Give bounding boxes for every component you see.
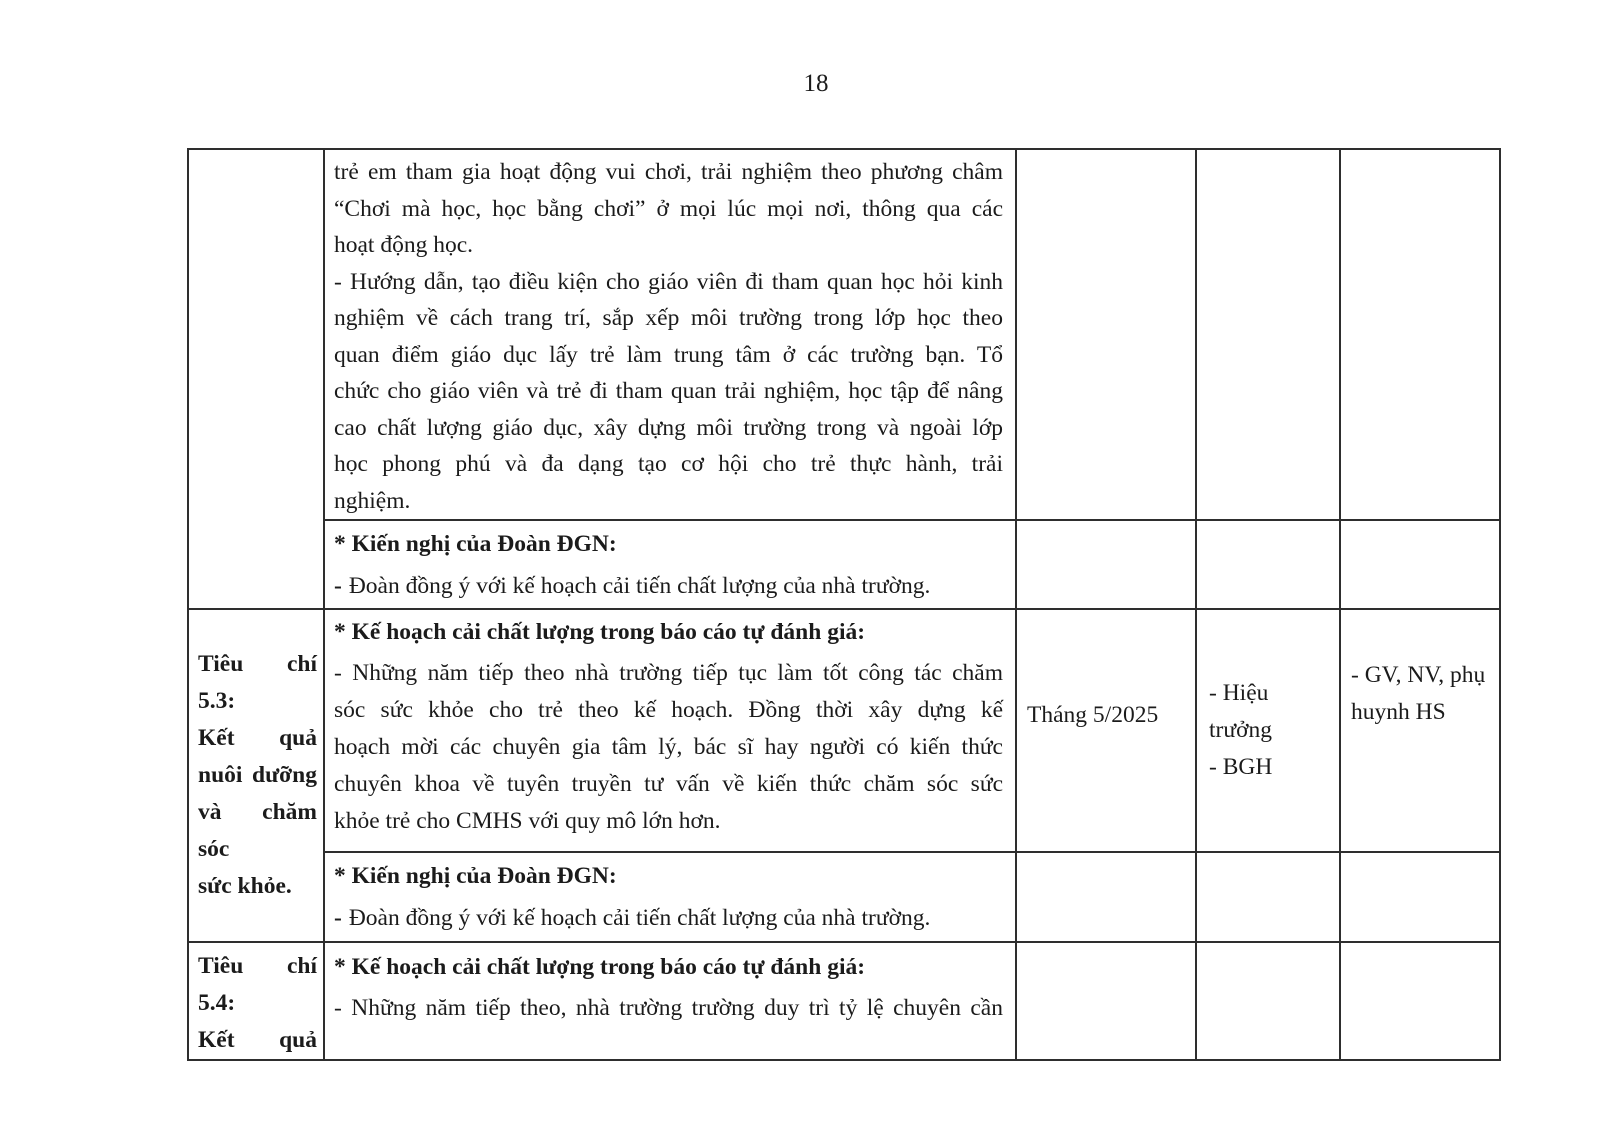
- text-line: trẻ em tham gia hoạt động vui chơi, trải nghiệm theo phương châm: [334, 159, 1003, 185]
- text-line: sóc sức khỏe cho trẻ theo kế hoạch. Đồng thời xây dựng kế: [334, 697, 1003, 723]
- time-cell-empty: [1016, 520, 1196, 609]
- responsible-cell-empty: [1196, 852, 1340, 942]
- dash-marker: -: [334, 905, 342, 931]
- plan-heading: * Kế hoạch cải chất lượng trong báo cáo tự đánh giá:: [334, 619, 866, 645]
- text-line: chức cho giáo viên và trẻ đi tham quan trải nghiệm, học tập để nâng: [334, 378, 1003, 404]
- time-cell-empty: [1016, 942, 1196, 1060]
- text-line: - Những năm tiếp theo, nhà trường trường duy trì tỷ lệ chuyên cần: [334, 995, 1003, 1021]
- participants-cell-empty: [1340, 852, 1500, 942]
- responsible-line: - BGH: [1209, 754, 1273, 780]
- criterion-label-line: sức khỏe.: [198, 873, 292, 899]
- criterion-5-3-label-cell: [188, 609, 324, 942]
- plan-heading: * Kế hoạch cải chất lượng trong báo cáo tự đánh giá:: [334, 954, 866, 980]
- table-row: [188, 520, 1500, 609]
- recommendation-text: Đoàn đồng ý với kế hoạch cải tiến chất lượng của nhà trường.: [348, 573, 931, 599]
- criterion-label-line: Kết quả: [198, 725, 317, 751]
- responsible-cell: [1196, 609, 1340, 852]
- participants-cell-empty: [1340, 149, 1500, 520]
- criterion-label-line: và chăm sóc: [198, 799, 317, 862]
- recommendation-cell: [324, 520, 1016, 609]
- table-row: [188, 149, 1500, 520]
- participants-line: - GV, NV, phụ: [1351, 662, 1486, 688]
- text-line: học phong phú và đa dạng tạo cơ hội cho trẻ thực hành, trải: [334, 451, 1003, 477]
- recommendation-line: [334, 568, 1003, 605]
- responsible-cell-empty: [1196, 149, 1340, 520]
- text-line: “Chơi mà học, học bằng chơi” ở mọi lúc mọi nơi, thông qua các: [334, 195, 1003, 222]
- recommendation-line: [334, 900, 1003, 937]
- plan-content-cell: [324, 942, 1016, 1060]
- text-line: - Hướng dẫn, tạo điều kiện cho giáo viên đi tham quan học hỏi kinh: [334, 268, 1003, 295]
- dash-marker: -: [334, 573, 342, 599]
- recommendation-text: Đoàn đồng ý với kế hoạch cải tiến chất lượng của nhà trường.: [348, 905, 931, 931]
- recommendation-heading: * Kiến nghị của Đoàn ĐGN:: [334, 863, 617, 889]
- responsible-cell-empty: [1196, 520, 1340, 609]
- text-line: nghiệm về cách trang trí, sắp xếp môi trường trong lớp học theo: [334, 305, 1003, 331]
- participants-cell-empty: [1340, 520, 1500, 609]
- text-line: - Những năm tiếp theo nhà trường tiếp tục làm tốt công tác chăm: [334, 660, 1003, 686]
- text-line: cao chất lượng giáo dục, xây dựng môi trường trong và ngoài lớp: [334, 414, 1003, 441]
- text-line: chuyên khoa về tuyên truyền tư vấn về kiến thức chăm sóc sức: [334, 771, 1003, 797]
- time-cell-empty: [1016, 149, 1196, 520]
- recommendation-heading: * Kiến nghị của Đoàn ĐGN:: [334, 531, 617, 557]
- text-line: hoạt động học.: [334, 232, 474, 258]
- text-line: nghiệm.: [334, 487, 411, 514]
- participants-cell-empty: [1340, 942, 1500, 1060]
- responsible-line: - Hiệu trưởng: [1209, 680, 1273, 743]
- participants-line: huynh HS: [1351, 699, 1446, 725]
- table-row: [188, 609, 1500, 852]
- table-row: [188, 942, 1500, 1060]
- text-line: quan điểm giáo dục lấy trẻ làm trung tâm ở các trường bạn. Tổ: [334, 341, 1003, 368]
- text-line: khỏe trẻ cho CMHS với quy mô lớn hơn.: [334, 808, 721, 834]
- plan-content-cell: [324, 149, 1016, 520]
- criterion-label-line: Tiêu chí 5.3:: [198, 651, 317, 714]
- time-value: Tháng 5/2025: [1027, 702, 1159, 728]
- improvement-plan-table: [187, 148, 1501, 1061]
- criterion-label-line: Tiêu chí 5.4:: [198, 953, 317, 1016]
- criterion-label-line: nuôi dưỡng: [198, 762, 317, 788]
- participants-cell: [1340, 609, 1500, 852]
- page-number: 18: [803, 70, 829, 97]
- responsible-cell-empty: [1196, 942, 1340, 1060]
- criterion-label-cell-empty: [188, 149, 324, 609]
- time-cell: [1016, 609, 1196, 852]
- recommendation-cell: [324, 852, 1016, 942]
- criterion-5-4-label-cell: [188, 942, 324, 1060]
- time-cell-empty: [1016, 852, 1196, 942]
- plan-content-cell: [324, 609, 1016, 852]
- text-line: hoạch mời các chuyên gia tâm lý, bác sĩ hay người có kiến thức: [334, 734, 1003, 760]
- criterion-label-line: Kết quả: [198, 1027, 317, 1053]
- table-row: [188, 852, 1500, 942]
